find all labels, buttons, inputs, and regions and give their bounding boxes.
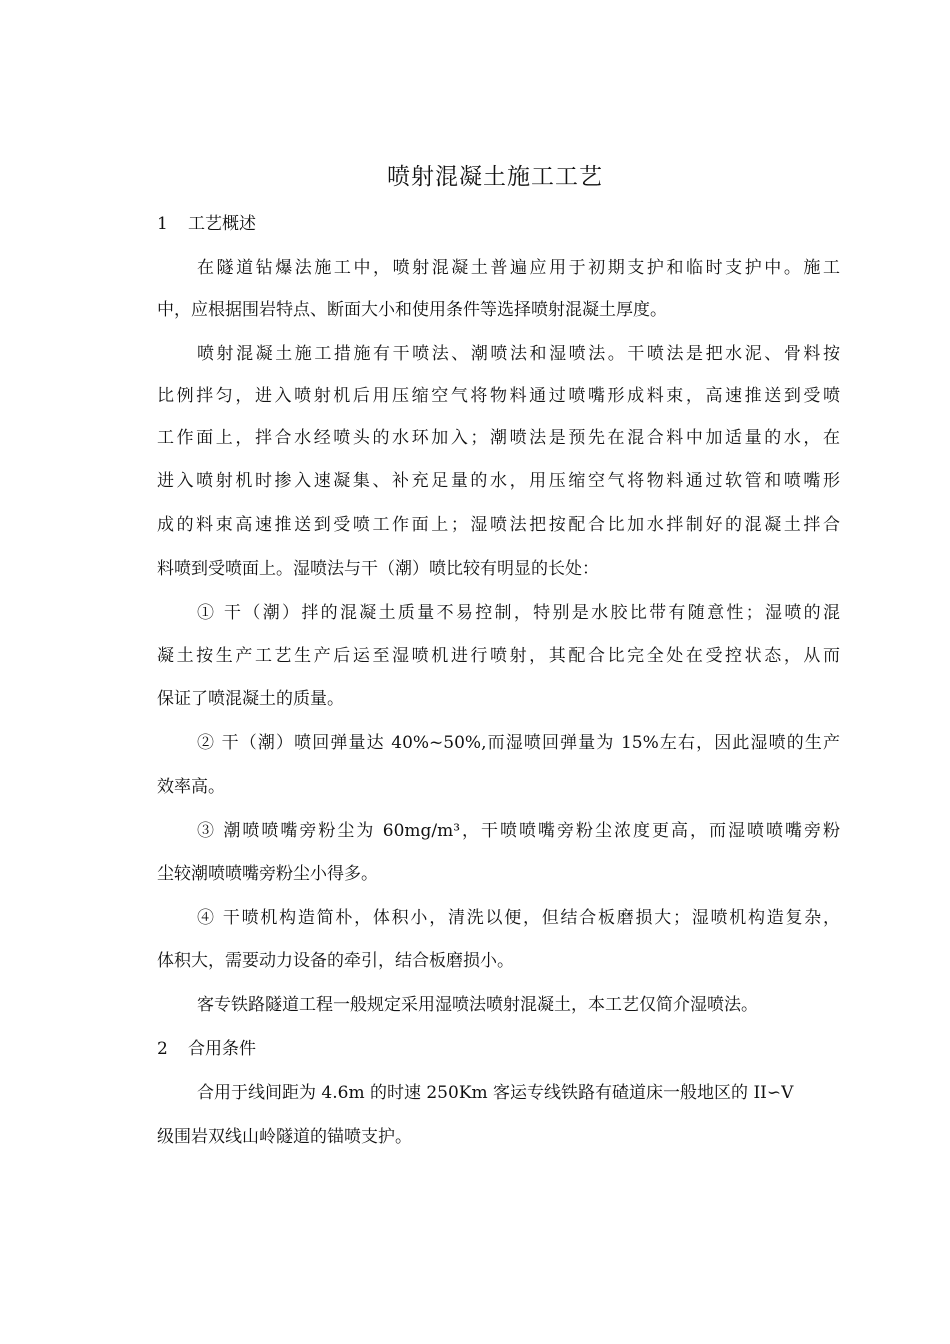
list-item-line: 体积大，需要动力设备的牵引，结合板磨损小。 bbox=[157, 951, 514, 971]
page-title: 喷射混凝土施工工艺 bbox=[387, 164, 603, 190]
list-item-line: 凝土按生产工艺生产后运至湿喷机进行喷射，其配合比完全处在受控状态，从而 bbox=[157, 646, 840, 666]
paragraph-line: 中，应根据围岩特点、断面大小和使用条件等选择喷射混凝土厚度。 bbox=[157, 300, 667, 320]
list-item-line: 效率高。 bbox=[157, 777, 225, 797]
section-heading bbox=[157, 1036, 256, 1062]
paragraph-line: 进入喷射机时掺入速凝集、补充足量的水，用压缩空气将物料通过软管和喷嘴形 bbox=[157, 471, 840, 491]
list-item-line: ③ 潮喷喷嘴旁粉尘为 60mg/m³，干喷喷嘴旁粉尘浓度更高，而湿喷喷嘴旁粉 bbox=[197, 821, 840, 841]
list-item-line: ① 干（潮）拌的混凝土质量不易控制，特别是水胶比带有随意性；湿喷的混 bbox=[197, 603, 840, 623]
paragraph-line: 客专铁路隧道工程一般规定采用湿喷法喷射混凝土，本工艺仅简介湿喷法。 bbox=[197, 995, 758, 1015]
paragraph-line: 合用于线间距为 4.6m 的时速 250Km 客运专线铁路有碴道床一般地区的 II∽V bbox=[197, 1083, 794, 1103]
paragraph-line: 成的料束高速推送到受喷工作面上；湿喷法把按配合比加水拌制好的混凝土拌合 bbox=[157, 515, 840, 535]
section-title: 合用条件 bbox=[188, 1039, 256, 1059]
list-item-line: ② 干（潮）喷回弹量达 40%~50%,而湿喷回弹量为 15%左右，因此湿喷的生产 bbox=[197, 733, 840, 753]
section-title: 工艺概述 bbox=[188, 214, 256, 234]
list-item-line: 保证了喷混凝土的质量。 bbox=[157, 689, 344, 709]
paragraph-line: 喷射混凝土施工措施有干喷法、潮喷法和湿喷法。干喷法是把水泥、骨料按 bbox=[197, 344, 840, 364]
paragraph-line: 比例拌匀，进入喷射机后用压缩空气将物料通过喷嘴形成料束，高速推送到受喷 bbox=[157, 386, 840, 406]
section-number: 2 bbox=[157, 1039, 168, 1059]
section-heading bbox=[157, 211, 256, 237]
list-item-line: 尘较潮喷喷嘴旁粉尘小得多。 bbox=[157, 864, 378, 884]
section-number: 1 bbox=[157, 214, 168, 234]
paragraph-line: 料喷到受喷面上。湿喷法与干（潮）喷比较有明显的长处： bbox=[157, 559, 599, 579]
list-item-line: ④ 干喷机构造简朴，体积小，清洗以便，但结合板磨损大；湿喷机构造复杂， bbox=[197, 908, 840, 928]
paragraph-line: 在隧道钻爆法施工中，喷射混凝土普遍应用于初期支护和临时支护中。施工 bbox=[197, 258, 840, 278]
paragraph-line: 工作面上，拌合水经喷头的水环加入；潮喷法是预先在混合料中加适量的水，在 bbox=[157, 428, 840, 448]
paragraph-line: 级围岩双线山岭隧道的锚喷支护。 bbox=[157, 1127, 412, 1147]
